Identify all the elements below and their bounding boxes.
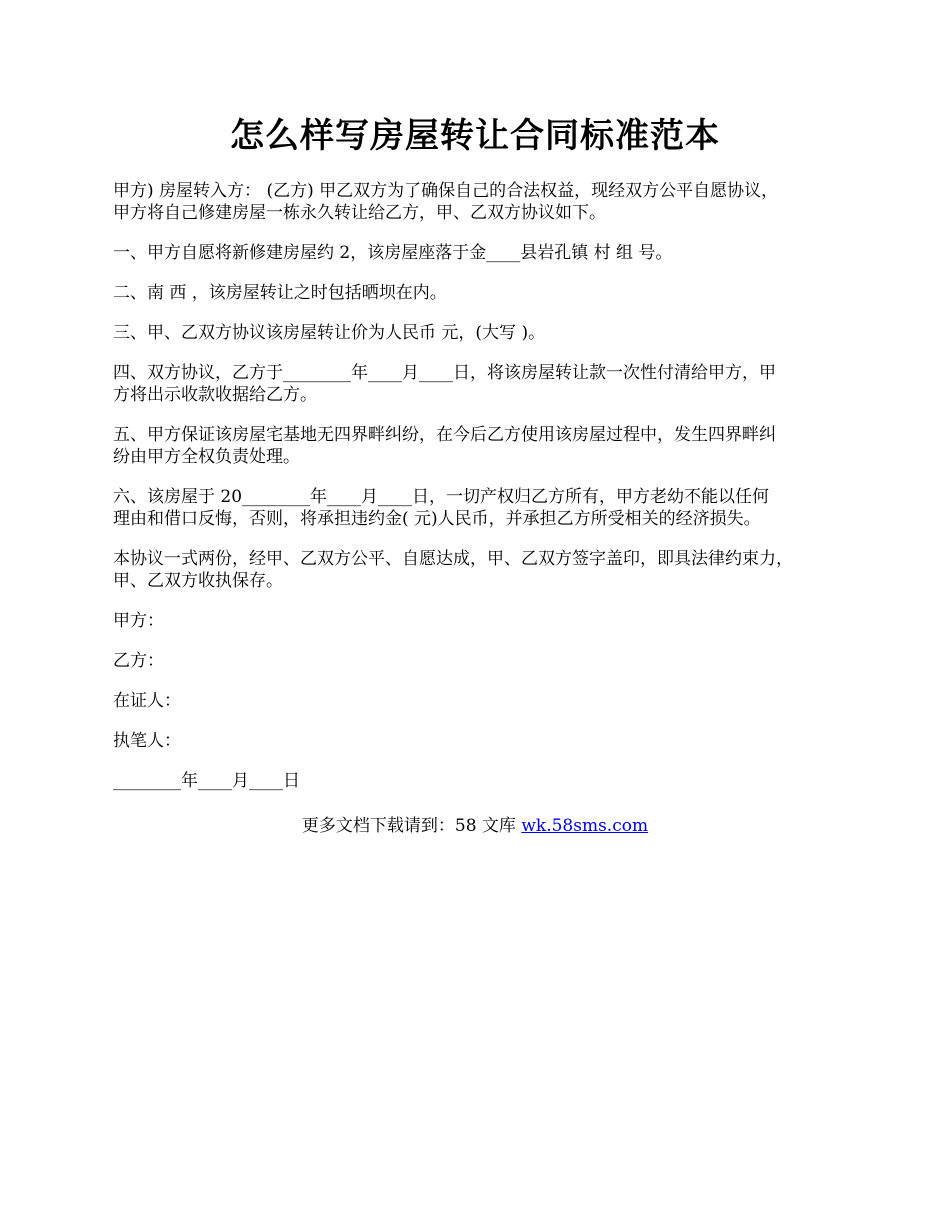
witness-signature: 在证人： [113, 691, 181, 711]
clause-4: 四、双方协议，乙方于________年____月____日，将该房屋转让款一次性付清给甲方，甲 方将出示收款收据给乙方。 [113, 363, 776, 405]
document-body [113, 180, 858, 810]
clause-6: 六、该房屋于 20________年____月____日，一切产权归乙方所有，甲方老幼不能以任何 理由和借口反悔，否则，将承担违约金( 元)人民币，并承担乙方所受相关的经济损失。 [113, 487, 770, 529]
intro-paragraph: 甲方) 房屋转入方： (乙方) 甲乙双方为了确保自己的合法权益，现经双方公平自愿协议， 甲方将自己修建房屋一栋永久转让给乙方，甲、乙双方协议如下。 [113, 181, 779, 223]
footer-text: 更多文档下载请到：58 文库 [301, 816, 522, 836]
document-title: 怎么样写房屋转让合同标准范本 [230, 116, 720, 156]
clause-3: 三、甲、乙双方协议该房屋转让价为人民币 元，(大写 )。 [113, 323, 546, 343]
footer [0, 815, 950, 837]
party-b-signature: 乙方： [113, 651, 164, 671]
clause-5: 五、甲方保证该房屋宅基地无四界畔纠纷，在今后乙方使用该房屋过程中，发生四界畔纠 纷由甲方全权负责处理。 [113, 425, 776, 467]
agreement-copies-paragraph: 本协议一式两份，经甲、乙双方公平、自愿达成，甲、乙双方签字盖印，即具法律约束力， 甲、乙双方收执保存。 [113, 549, 793, 591]
party-a-signature: 甲方： [113, 611, 164, 631]
clause-1: 一、甲方自愿将新修建房屋约 2，该房屋座落于金____县岩孔镇 村 组 号。 [113, 243, 673, 263]
clause-2: 二、南 西 ，该房屋转让之时包括晒坝在内。 [113, 283, 447, 303]
scribe-signature: 执笔人： [113, 731, 181, 751]
footer-link[interactable]: wk.58sms.com [521, 816, 649, 836]
signature-date: ________年____月____日 [113, 771, 300, 791]
